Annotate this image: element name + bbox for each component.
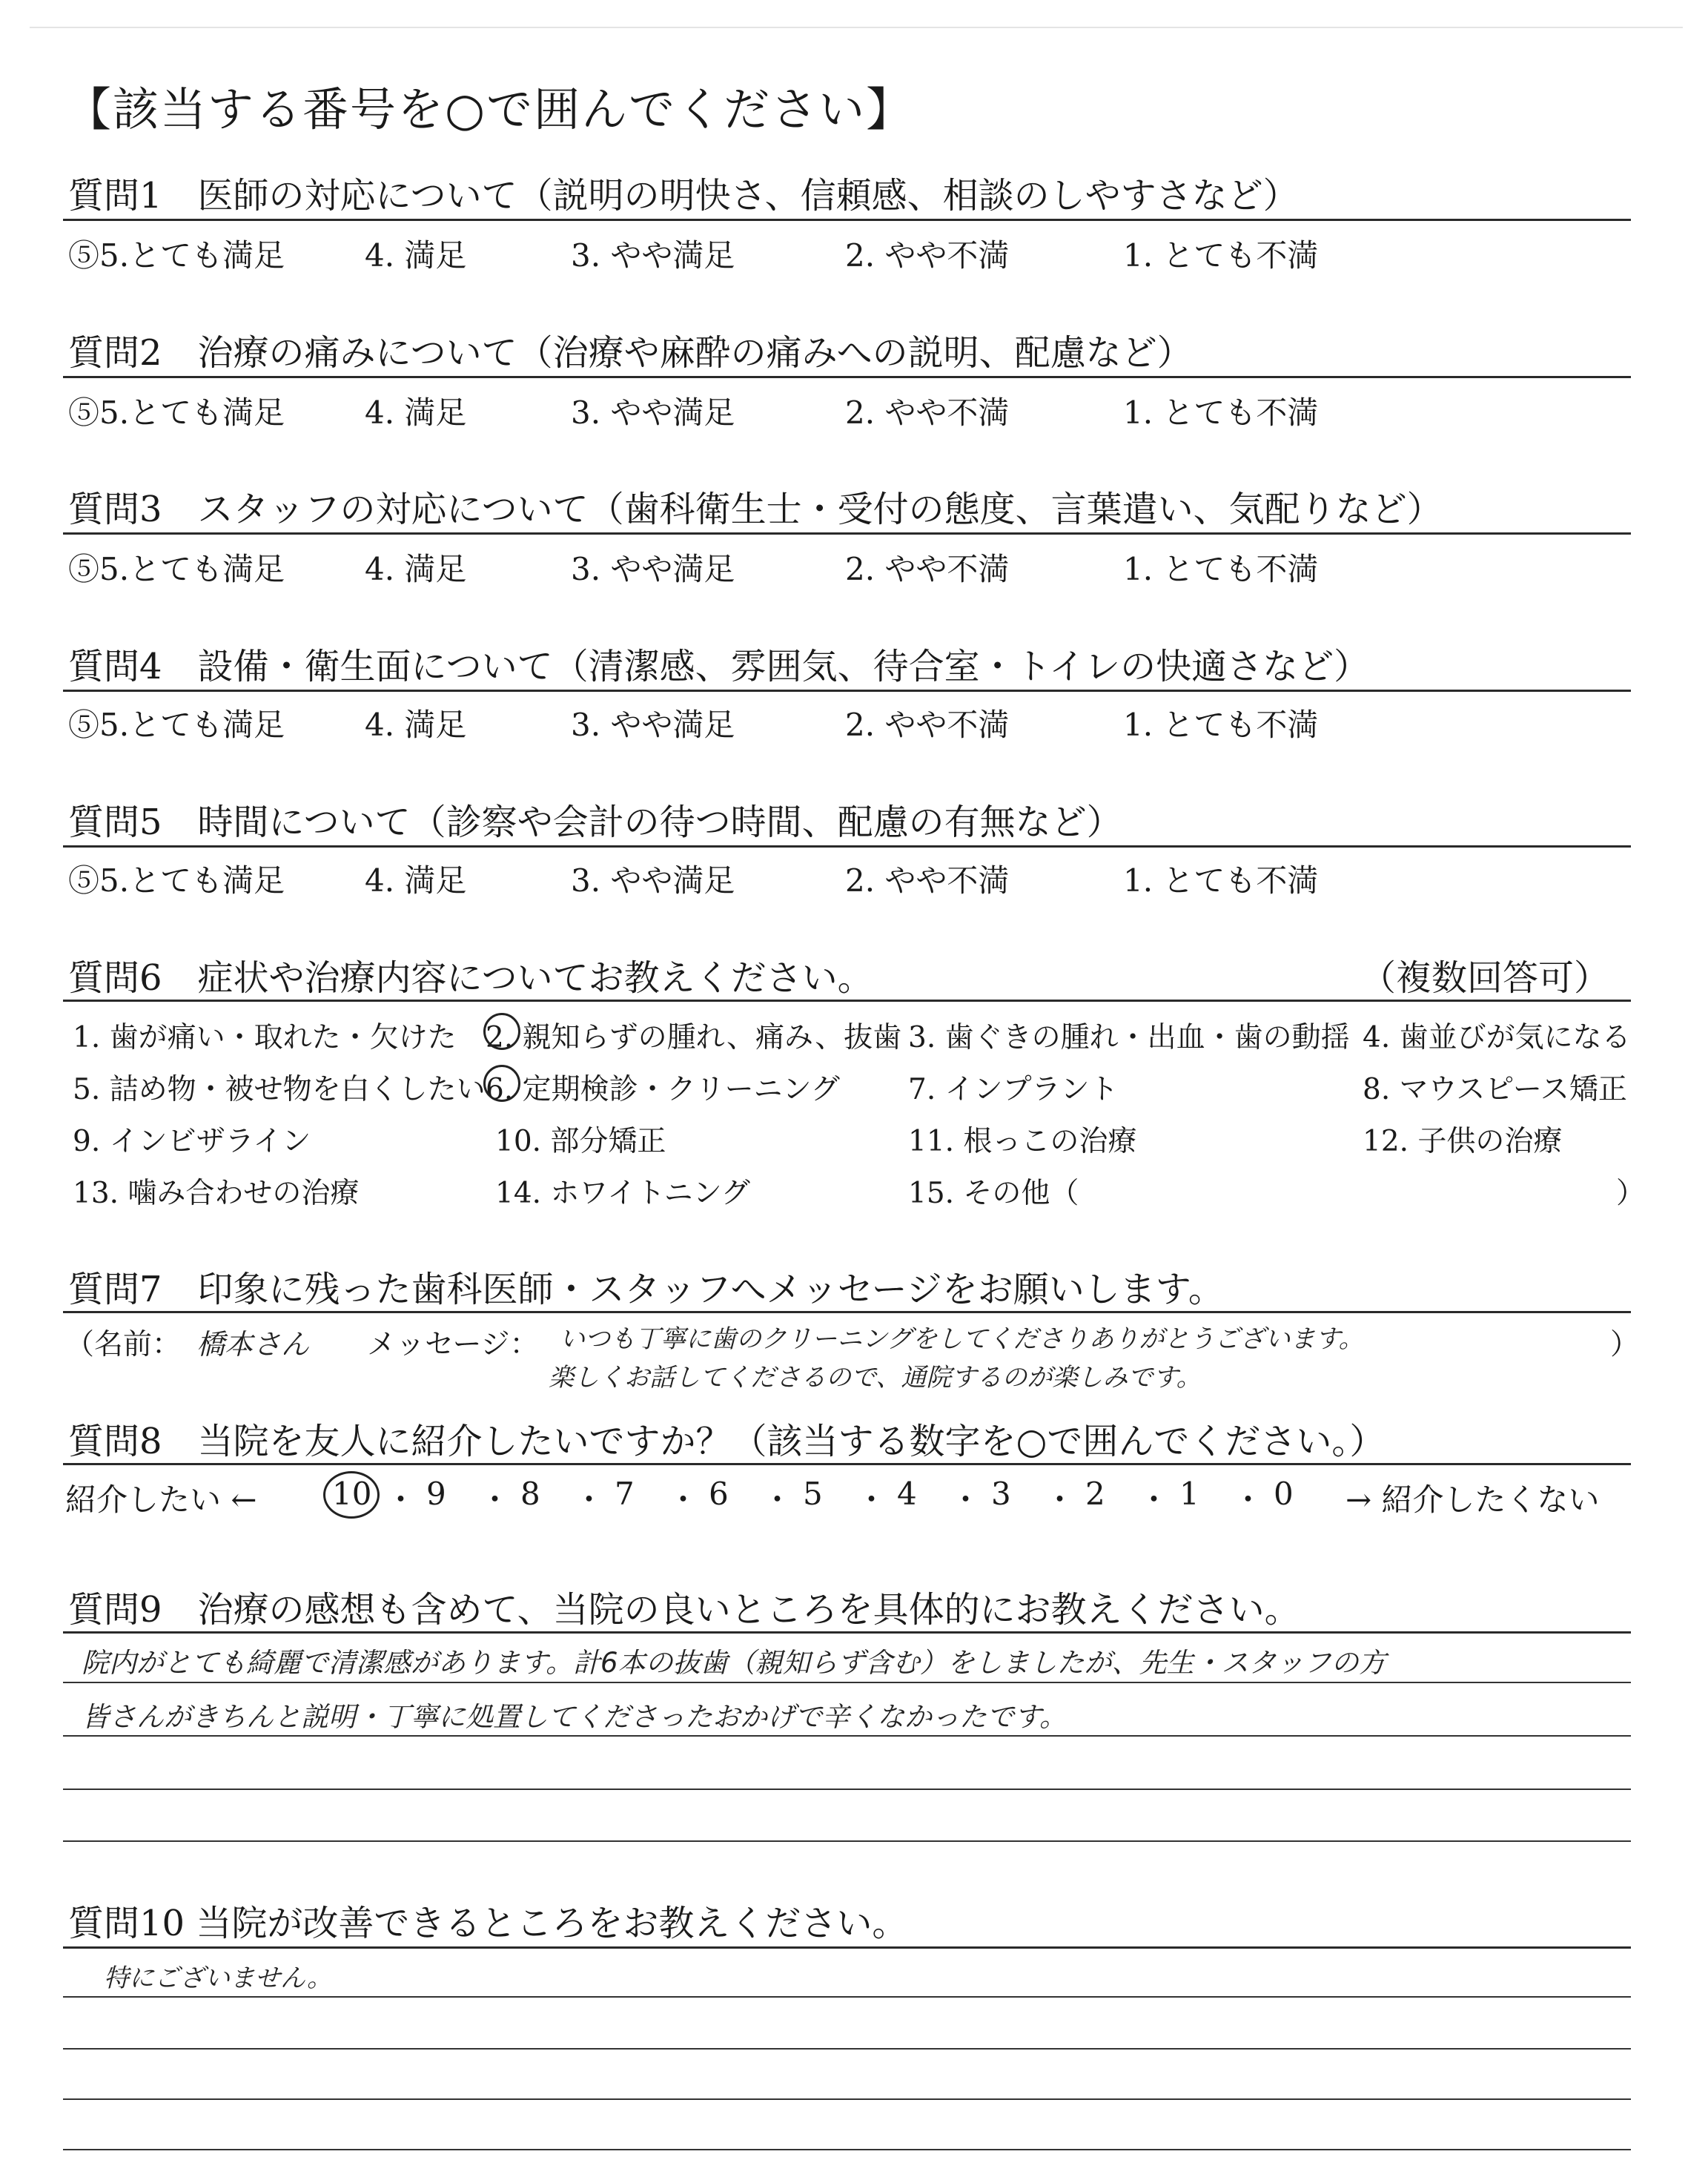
q7-message-line-1[interactable]: いつも丁寧に歯のクリーニングをしてくださりありがとうございます。 (560, 1324, 1364, 1354)
q8-number-9[interactable]: 9 (426, 1476, 446, 1512)
q10-line-1 (63, 1996, 1631, 1998)
q8-number-3[interactable]: 3 (991, 1476, 1011, 1512)
q2-option-2[interactable]: 2. やや不満 (845, 394, 1010, 431)
page-title: 【該当する番号を○で囲んでください】 (65, 82, 914, 136)
question-3-rule (63, 532, 1631, 535)
q6-option-13[interactable]: 13. 噛み合わせの治療 (73, 1177, 360, 1210)
q6-option-5[interactable]: 5. 詰め物・被せ物を白くしたい (73, 1073, 486, 1106)
q6-option-6-circle (483, 1065, 520, 1102)
q1-option-3[interactable]: 3. やや満足 (571, 237, 735, 274)
q8-number-7[interactable]: 7 (615, 1476, 635, 1512)
q8-separator-dot: ・ (855, 1482, 887, 1518)
q8-selected-circle (323, 1471, 380, 1519)
q8-left-label: 紹介したい ← (65, 1482, 257, 1518)
question-9-rule (63, 1631, 1631, 1634)
question-6-note: （複数回答可） (1360, 957, 1610, 999)
q6-option-6[interactable]: 6. 定期検診・クリーニング (486, 1073, 840, 1106)
q6-option-3[interactable]: 3. 歯ぐきの腫れ・出血・歯の動揺 (908, 1021, 1350, 1054)
q5-option-2[interactable]: 2. やや不満 (845, 862, 1010, 899)
q8-separator-dot: ・ (573, 1482, 605, 1518)
q6-option-15[interactable]: 15. その他（ (908, 1177, 1079, 1210)
question-7-rule (63, 1311, 1631, 1313)
q8-number-2[interactable]: 2 (1085, 1476, 1105, 1512)
q10-answer-line-1[interactable]: 特にございません。 (104, 1964, 333, 1993)
q1-option-5[interactable]: ⑤5.とても満足 (68, 237, 285, 274)
question-2: 質問2 治療の痛みについて（治療や麻酔の痛みへの説明、配慮など） (68, 332, 1193, 374)
q7-name-value[interactable]: 橋本さん (196, 1328, 310, 1361)
q6-option-2-circle (483, 1013, 520, 1050)
q6-option-9[interactable]: 9. インビザライン (73, 1125, 311, 1158)
question-10-rule (63, 1946, 1631, 1949)
q8-separator-dot: ・ (1232, 1482, 1264, 1518)
question-6: 質問6 症状や治療内容についてお教えください。 (68, 957, 873, 999)
question-8: 質問8 当院を友人に紹介したいですか？（該当する数字を○で囲んでください。） (68, 1421, 1386, 1462)
q8-number-10[interactable]: 10 (332, 1476, 372, 1512)
question-1-rule (63, 219, 1631, 221)
q4-option-1[interactable]: 1. とても不満 (1123, 707, 1319, 743)
question-4-rule (63, 690, 1631, 692)
question-4: 質問4 設備・衛生面について（清潔感、雰囲気、待合室・トイレの快適さなど） (68, 646, 1370, 687)
q7-name-label: （名前： (65, 1328, 182, 1361)
circled-mark: ⑤ (68, 237, 100, 274)
q3-option-2[interactable]: 2. やや不満 (845, 551, 1010, 587)
q6-option-14[interactable]: 14. ホワイトニング (495, 1177, 750, 1210)
q1-option-4[interactable]: 4. 満足 (365, 237, 467, 274)
q10-line-2 (63, 2048, 1631, 2050)
q9-line-2 (63, 1735, 1631, 1737)
q7-message-line-2[interactable]: 楽しくお話してくださるので、通院するのが楽しみです。 (549, 1363, 1202, 1393)
q9-answer-line-1[interactable]: 院内がとても綺麗で清潔感があります。計6本の抜歯（親知らず含む）をしましたが、先生・スタッフの方 (82, 1647, 1386, 1679)
q8-number-5[interactable]: 5 (803, 1476, 823, 1512)
q6-option-2[interactable]: 2. 親知らずの腫れ、痛み、抜歯 (486, 1021, 902, 1054)
q7-close-paren: ） (1610, 1328, 1640, 1361)
circled-mark: ⑤ (68, 862, 100, 899)
q9-line-1 (63, 1682, 1631, 1683)
question-5-rule (63, 845, 1631, 848)
q4-option-4[interactable]: 4. 満足 (365, 707, 467, 743)
question-2-rule (63, 376, 1631, 378)
q3-option-3[interactable]: 3. やや満足 (571, 551, 735, 587)
q8-number-8[interactable]: 8 (520, 1476, 540, 1512)
circled-mark: ⑤ (68, 551, 100, 587)
q6-option-1[interactable]: 1. 歯が痛い・取れた・欠けた (73, 1021, 457, 1054)
q5-option-1[interactable]: 1. とても不満 (1123, 862, 1319, 899)
q8-separator-dot: ・ (761, 1482, 793, 1518)
q10-line-3 (63, 2098, 1631, 2100)
question-8-rule (63, 1463, 1631, 1465)
q9-line-3 (63, 1789, 1631, 1790)
scan-edge (30, 27, 1683, 28)
q5-option-3[interactable]: 3. やや満足 (571, 862, 735, 899)
q3-option-1[interactable]: 1. とても不満 (1123, 551, 1319, 587)
q4-option-3[interactable]: 3. やや満足 (571, 707, 735, 743)
q6-option-15-close: ） (1616, 1177, 1646, 1210)
q6-option-7[interactable]: 7. インプラント (908, 1073, 1119, 1106)
question-9: 質問9 治療の感想も含めて、当院の良いところを具体的にお教えください。 (68, 1589, 1300, 1631)
q10-line-4 (63, 2149, 1631, 2150)
q4-option-5[interactable]: ⑤5.とても満足 (68, 707, 285, 743)
q6-option-11[interactable]: 11. 根っこの治療 (908, 1125, 1137, 1158)
q1-option-2[interactable]: 2. やや不満 (845, 237, 1010, 274)
question-6-rule (63, 1000, 1631, 1002)
q5-option-5[interactable]: ⑤5.とても満足 (68, 862, 285, 899)
q3-option-5[interactable]: ⑤5.とても満足 (68, 551, 285, 587)
q6-option-8[interactable]: 8. マウスピース矯正 (1363, 1073, 1627, 1106)
q8-separator-dot: ・ (1044, 1482, 1076, 1518)
q8-right-label: → 紹介したくない (1345, 1482, 1600, 1518)
q2-option-1[interactable]: 1. とても不満 (1123, 394, 1319, 431)
q8-number-4[interactable]: 4 (897, 1476, 917, 1512)
circled-mark: ⑤ (68, 707, 100, 743)
q8-separator-dot: ・ (385, 1482, 417, 1518)
q8-separator-dot: ・ (667, 1482, 699, 1518)
q9-answer-line-2[interactable]: 皆さんがきちんと説明・丁寧に処置してくださったおかげで辛くなかったです。 (82, 1701, 1068, 1733)
q6-option-10[interactable]: 10. 部分矯正 (495, 1125, 666, 1158)
question-1: 質問1 医師の対応について（説明の明快さ、信頼感、相談のしやすさなど） (68, 175, 1299, 217)
q8-separator-dot: ・ (479, 1482, 511, 1518)
question-5: 質問5 時間について（診察や会計の待つ時間、配慮の有無など） (68, 802, 1122, 843)
q2-option-4[interactable]: 4. 満足 (365, 394, 467, 431)
q2-option-5[interactable]: ⑤5.とても満足 (68, 394, 285, 431)
q6-option-12[interactable]: 12. 子供の治療 (1363, 1125, 1563, 1158)
q8-separator-dot: ・ (1138, 1482, 1170, 1518)
q3-option-4[interactable]: 4. 満足 (365, 551, 467, 587)
circled-mark: ⑤ (68, 394, 100, 431)
question-7: 質問7 印象に残った歯科医師・スタッフへメッセージをお願いします。 (68, 1269, 1224, 1310)
q7-message-label: メッセージ： (367, 1328, 539, 1361)
q8-number-1[interactable]: 1 (1179, 1476, 1199, 1512)
question-10: 質問10 当院が改善できるところをお教えください。 (68, 1903, 908, 1944)
q1-option-1[interactable]: 1. とても不満 (1123, 237, 1319, 274)
q8-separator-dot: ・ (950, 1482, 982, 1518)
q8-number-0[interactable]: 0 (1274, 1476, 1294, 1512)
q2-option-3[interactable]: 3. やや満足 (571, 394, 735, 431)
question-3: 質問3 スタッフの対応について（歯科衛生士・受付の態度、言葉遣い、気配りなど） (68, 489, 1443, 530)
q6-option-4[interactable]: 4. 歯並びが気になる (1363, 1021, 1631, 1054)
q9-line-4 (63, 1840, 1631, 1842)
q4-option-2[interactable]: 2. やや不満 (845, 707, 1010, 743)
q8-number-6[interactable]: 6 (709, 1476, 729, 1512)
q5-option-4[interactable]: 4. 満足 (365, 862, 467, 899)
